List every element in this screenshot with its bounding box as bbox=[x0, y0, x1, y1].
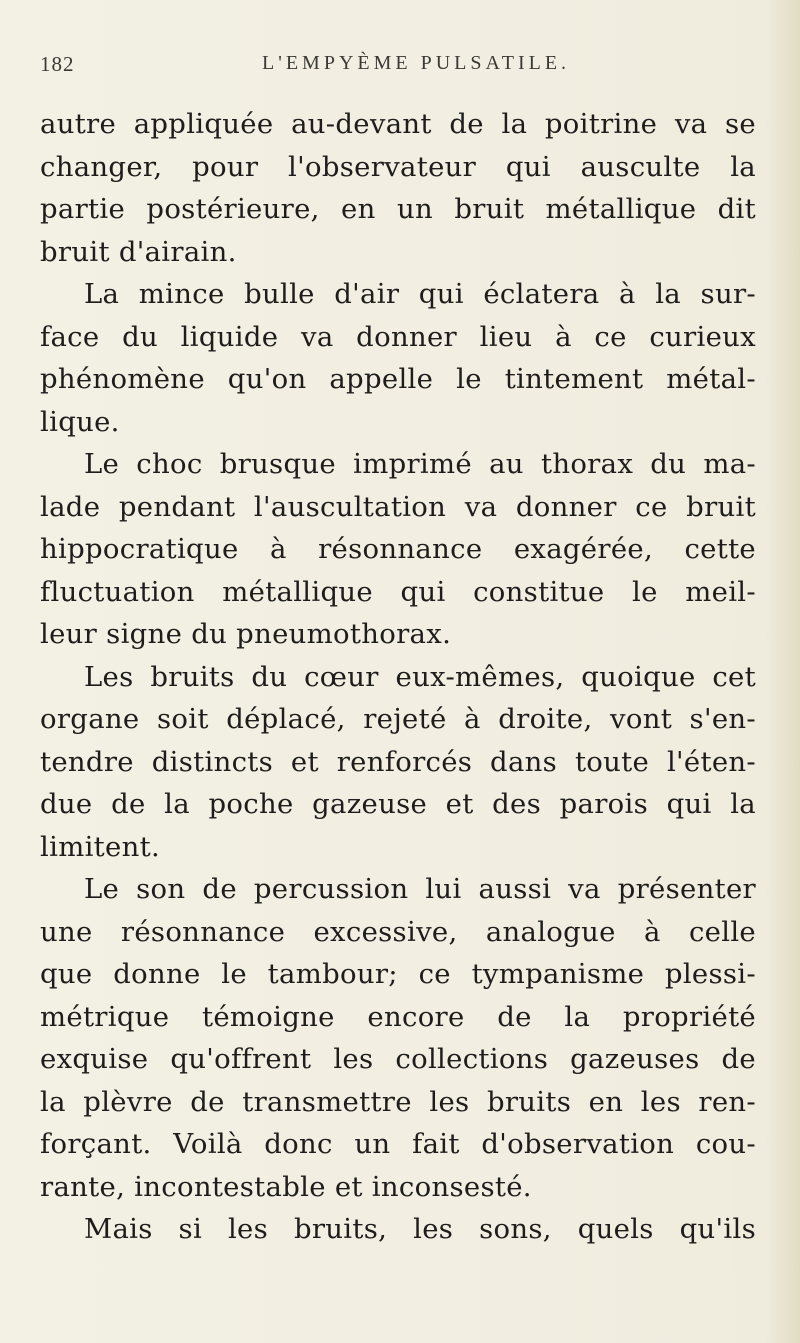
text-line: La mince bulle d'air qui éclatera à la sur- bbox=[84, 278, 756, 310]
paragraph bbox=[40, 656, 756, 869]
paragraph bbox=[40, 443, 756, 656]
text-line: fluctuation métallique qui constitue le meil- bbox=[40, 575, 756, 608]
text-line: phénomène qu'on appelle le tintement métal- bbox=[40, 363, 756, 395]
paragraph bbox=[40, 868, 756, 1208]
text-line: lade pendant l'auscultation va donner ce bruit bbox=[40, 490, 756, 523]
text-line: exquise qu'offrent les collections gazeuses de bbox=[40, 1043, 756, 1075]
text-line: lique. bbox=[40, 405, 120, 438]
text-line: limitent. bbox=[40, 830, 160, 863]
text-line: leur signe du pneumothorax. bbox=[40, 618, 452, 650]
text-line: Le choc brusque imprimé au thorax du ma- bbox=[84, 448, 756, 480]
text-line: la plèvre de transmettre les bruits en les ren- bbox=[40, 1085, 756, 1118]
paragraph bbox=[40, 1208, 756, 1251]
text-line: métrique témoigne encore de la propriété bbox=[40, 1000, 756, 1033]
text-line: hippocratique à résonnance exagérée, cette bbox=[40, 533, 756, 565]
text-line: rante, incontestable et inconsesté. bbox=[40, 1170, 532, 1203]
paragraph bbox=[40, 103, 756, 273]
body-text bbox=[40, 103, 756, 1251]
text-line: face du liquide va donner lieu à ce curieux bbox=[40, 320, 756, 353]
text-line: tendre distincts et renforcés dans toute l'éten- bbox=[40, 745, 756, 778]
text-line: due de la poche gazeuse et des parois qui la bbox=[40, 788, 756, 820]
text-line: Les bruits du cœur eux-mêmes, quoique cet bbox=[84, 660, 756, 693]
text-line: organe soit déplacé, rejeté à droite, vont s'en- bbox=[40, 703, 756, 735]
text-line: changer, pour l'observateur qui ausculte la bbox=[40, 150, 756, 183]
paragraph bbox=[40, 273, 756, 443]
page-edge-shadow bbox=[766, 0, 800, 1343]
text-line: que donne le tambour; ce tympanisme plessi- bbox=[40, 958, 756, 990]
text-line: autre appliquée au-devant de la poitrine va se bbox=[40, 108, 756, 140]
text-line: partie postérieure, en un bruit métallique dit bbox=[40, 193, 756, 225]
running-head: L'EMPYÈME PULSATILE. bbox=[262, 52, 571, 74]
text-line: bruit d'airain. bbox=[40, 235, 237, 268]
text-line: Le son de percussion lui aussi va présenter bbox=[84, 873, 756, 905]
page-number: 182 bbox=[40, 52, 75, 76]
text-line: Mais si les bruits, les sons, quels qu'ils bbox=[84, 1213, 756, 1245]
text-line: forçant. Voilà donc un fait d'observation cou- bbox=[40, 1128, 756, 1160]
text-line: une résonnance excessive, analogue à celle bbox=[40, 915, 756, 948]
page-header bbox=[40, 52, 760, 92]
